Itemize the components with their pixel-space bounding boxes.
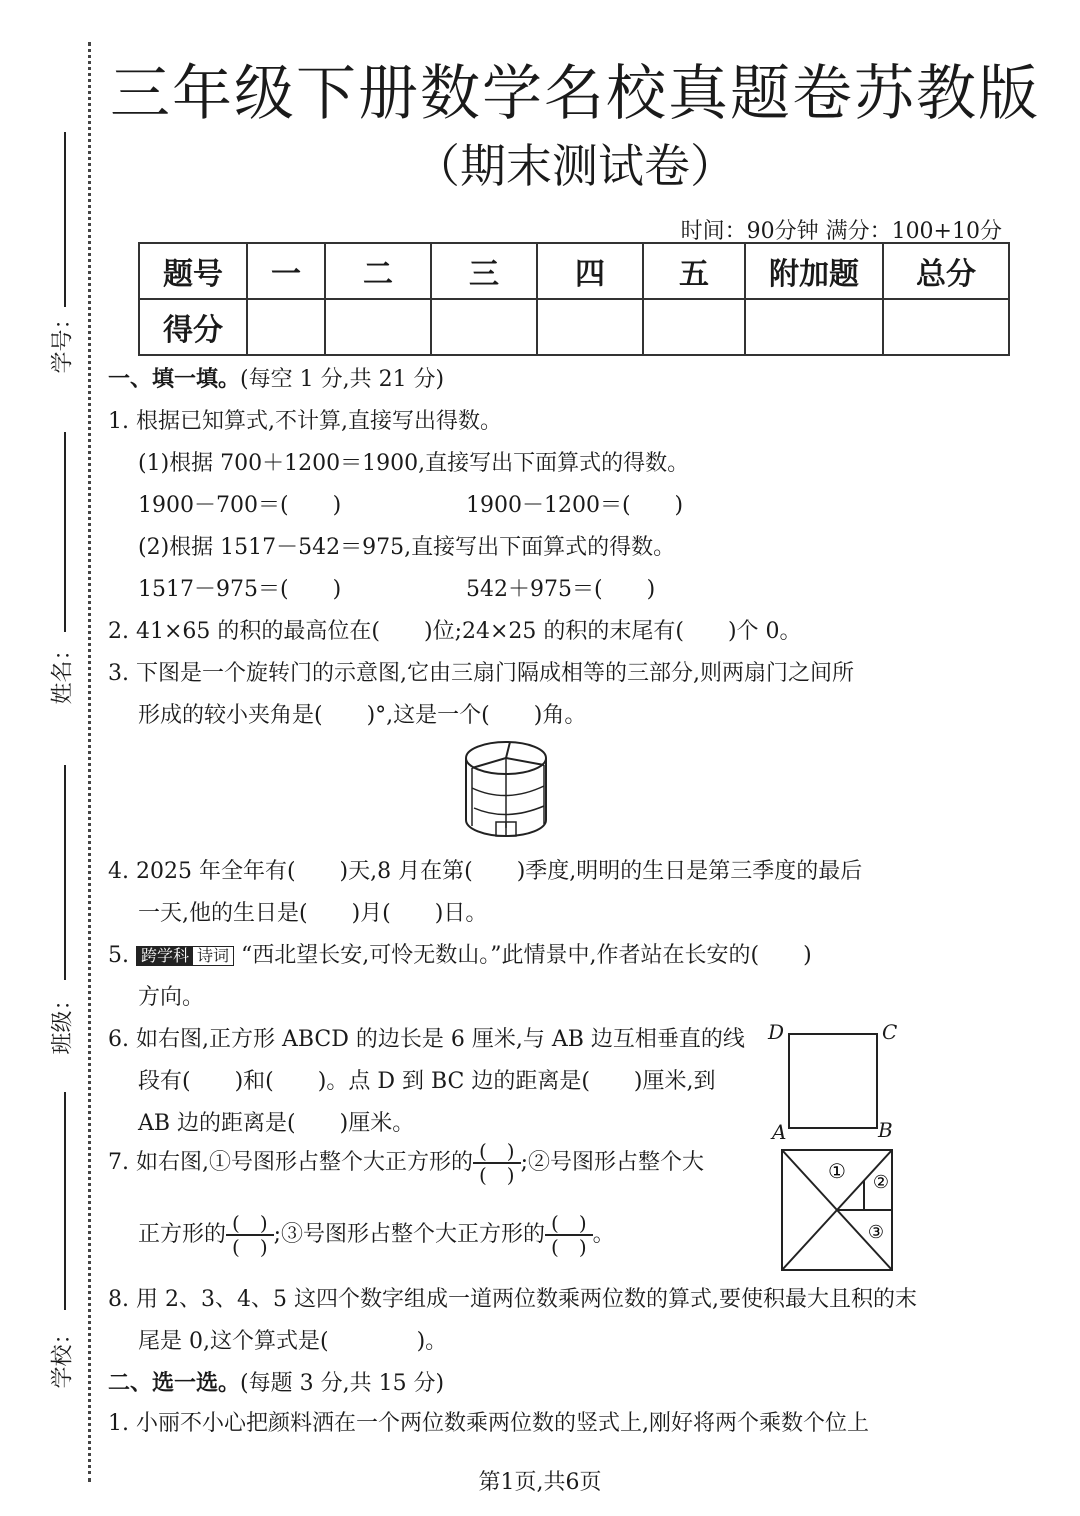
class-label: 班级：: [50, 988, 76, 1055]
denominator[interactable]: ( ): [478, 1163, 515, 1187]
score-cell[interactable]: [883, 299, 1009, 355]
page-title: 三年级下册数学名校真题卷苏教版: [110, 59, 1040, 129]
label-b: B: [878, 1118, 893, 1142]
q5-text-2: 方向。: [138, 985, 205, 1010]
header-cell: 五: [643, 243, 745, 299]
q7-text-2: ;②号图形占整个大: [520, 1150, 705, 1175]
header-cell: 附加题: [745, 243, 883, 299]
q2-text[interactable]: 2. 41×65 的积的最高位在( )位;24×25 的积的末尾有( )个 0。: [108, 619, 802, 644]
q5-line: [108, 938, 812, 969]
s2-q1-text: 1. 小丽不小心把颜料洒在一个两位数乘两位数的竖式上,刚好将两个乘数个位上: [108, 1411, 869, 1436]
page-footer: 第1页,共6页: [478, 1470, 602, 1495]
section-2-title: 二、选一选。: [108, 1370, 241, 1396]
q1-expr-1b[interactable]: 1900－1200＝( ): [466, 493, 684, 518]
q6-text-2[interactable]: 段有( )和( )。点 D 到 BC 边的距离是( )厘米,到: [138, 1069, 716, 1094]
numerator[interactable]: ( ): [545, 1212, 593, 1236]
label-c: C: [882, 1020, 898, 1044]
region-1-label: ①: [828, 1159, 846, 1183]
q7-line-1: [108, 1140, 704, 1186]
score-cell[interactable]: [643, 299, 745, 355]
denominator[interactable]: ( ): [232, 1235, 268, 1259]
q1-expr-2b[interactable]: 542＋975＝( ): [466, 577, 656, 602]
q7-text-4: ;③号图形占整个大正方形的: [273, 1222, 546, 1247]
q1-expr-2a[interactable]: 1517－975＝( ): [138, 577, 342, 602]
q7-line-2: [138, 1212, 615, 1258]
q5-number: 5.: [108, 943, 129, 968]
section-1-note: (每空 1 分,共 21 分): [240, 367, 445, 392]
score-cell[interactable]: [247, 299, 325, 355]
fraction-blank-1[interactable]: [473, 1140, 521, 1186]
label-d: D: [768, 1020, 785, 1044]
denominator[interactable]: ( ): [551, 1235, 587, 1259]
label-a: A: [772, 1120, 787, 1144]
score-row-label: 得分: [139, 299, 247, 355]
score-cell[interactable]: [325, 299, 431, 355]
q4-text-1[interactable]: 4. 2025 年全年有( )天,8 月在第( )季度,明明的生日是第三季度的最后: [108, 859, 863, 884]
square-abcd-figure: [788, 1033, 878, 1129]
region-2-label: ②: [872, 1172, 890, 1193]
student-id-label: 学号：: [50, 307, 76, 374]
numerator[interactable]: ( ): [473, 1140, 521, 1164]
header-cell: 总分: [883, 243, 1009, 299]
tag-poetry: 诗词: [197, 946, 230, 965]
score-cell[interactable]: [431, 299, 537, 355]
header-cell: 三: [431, 243, 537, 299]
section-1-heading: [108, 362, 444, 393]
name-fill-line[interactable]: [64, 432, 66, 632]
score-table-score-row: [139, 299, 1009, 355]
school-fill-line[interactable]: [64, 1092, 66, 1310]
q1-part1: (1)根据 700＋1200＝1900,直接写出下面算式的得数。: [138, 451, 690, 476]
section-2-note: (每题 3 分,共 15 分): [240, 1371, 445, 1396]
score-table-header-row: [139, 243, 1009, 299]
divided-square-figure: [780, 1148, 896, 1274]
q3-text-2[interactable]: 形成的较小夹角是( )°,这是一个( )角。: [138, 703, 587, 728]
q3-text-1: 3. 下图是一个旋转门的示意图,它由三扇门隔成相等的三部分,则两扇门之间所: [108, 661, 854, 686]
tag-cross-subject: 跨学科: [137, 947, 193, 965]
score-table: [138, 242, 1010, 356]
header-cell: 四: [537, 243, 643, 299]
q6-text-1: 6. 如右图,正方形 ABCD 的边长是 6 厘米,与 AB 边互相垂直的线: [108, 1027, 745, 1052]
score-cell[interactable]: [745, 299, 883, 355]
school-label: 学校：: [50, 1322, 76, 1389]
q5-text[interactable]: “西北望长安,可怜无数山。”此情景中,作者站在长安的( ): [241, 943, 812, 968]
q7-text-3: 正方形的: [138, 1222, 227, 1247]
q1-part2: (2)根据 1517－542＝975,直接写出下面算式的得数。: [138, 535, 676, 560]
class-fill-line[interactable]: [64, 765, 66, 980]
section-2-heading: [108, 1366, 444, 1397]
exam-meta: 时间：90分钟 满分：100+10分: [680, 219, 1002, 244]
q8-text-2[interactable]: 尾是 0,这个算式是( )。: [138, 1329, 448, 1354]
q1-expr-1a[interactable]: 1900－700＝( ): [138, 493, 342, 518]
q4-text-2[interactable]: 一天,他的生日是( )月( )日。: [138, 901, 488, 926]
q6-text-3[interactable]: AB 边的距离是( )厘米。: [138, 1111, 415, 1136]
revolving-door-figure: [460, 738, 560, 842]
q1-stem: 1. 根据已知算式,不计算,直接写出得数。: [108, 409, 502, 434]
q7-text-1: 7. 如右图,①号图形占整个大正方形的: [108, 1150, 473, 1175]
score-cell[interactable]: [537, 299, 643, 355]
fraction-blank-3[interactable]: [545, 1212, 593, 1258]
q7-text-5: 。: [592, 1222, 615, 1247]
page-subtitle: （期末测试卷）: [414, 139, 736, 193]
header-cell: 一: [247, 243, 325, 299]
q8-text-1: 8. 用 2、3、4、5 这四个数字组成一道两位数乘两位数的算式,要使积最大且积的末: [108, 1287, 917, 1312]
binding-dotted-line: [88, 42, 91, 1482]
header-cell: 题号: [139, 243, 247, 299]
section-1-title: 一、填一填。: [108, 366, 241, 392]
header-cell: 二: [325, 243, 431, 299]
cross-subject-tag: [136, 946, 234, 966]
fraction-blank-2[interactable]: [226, 1212, 274, 1258]
region-3-label: ③: [867, 1222, 885, 1243]
numerator[interactable]: ( ): [226, 1212, 274, 1236]
name-label: 姓名：: [50, 638, 76, 705]
